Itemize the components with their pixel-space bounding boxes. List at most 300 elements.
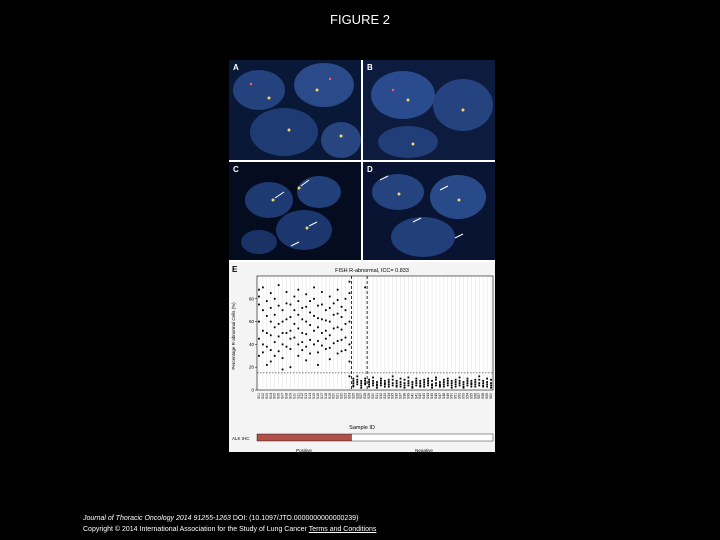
data-point <box>419 380 421 382</box>
x-tick-label: S54 <box>465 393 470 400</box>
panel-label-c: C <box>233 165 239 174</box>
y-axis-label: Percentage R-abnormal Cells (%) <box>231 302 236 370</box>
data-point <box>443 383 445 385</box>
data-point <box>352 382 354 384</box>
data-point <box>415 380 417 382</box>
x-tick-label: S40 <box>410 393 415 400</box>
data-point <box>325 320 327 322</box>
y-tick-label: 60 <box>248 319 254 325</box>
data-point <box>404 385 406 387</box>
data-point <box>404 387 406 389</box>
data-point <box>411 383 413 385</box>
data-point <box>345 323 347 325</box>
data-point <box>360 387 362 389</box>
data-point <box>309 353 311 355</box>
data-point <box>282 369 284 371</box>
data-point <box>297 289 299 291</box>
data-point <box>356 383 358 385</box>
data-point <box>274 341 276 343</box>
data-point <box>341 316 343 318</box>
data-point <box>337 313 339 315</box>
data-point <box>297 344 299 346</box>
data-point <box>423 381 425 383</box>
data-point <box>262 309 264 311</box>
data-point <box>380 382 382 384</box>
data-point <box>419 382 421 384</box>
data-point <box>372 377 374 379</box>
data-point <box>459 377 461 379</box>
panel-e-chart <box>229 262 495 452</box>
data-point <box>258 304 260 306</box>
x-tick-label: S58 <box>481 393 486 400</box>
x-tick-label: S45 <box>430 393 435 400</box>
data-point <box>266 346 268 348</box>
panel-label-e: E <box>232 265 238 274</box>
x-tick-label: S53 <box>461 393 466 400</box>
x-tick-label: S35 <box>390 393 395 400</box>
data-point <box>329 334 331 336</box>
micrograph-a <box>229 60 361 160</box>
data-point <box>435 379 437 381</box>
data-point <box>317 317 319 319</box>
data-point <box>305 346 307 348</box>
data-point <box>313 330 315 332</box>
data-point <box>439 381 441 383</box>
data-point <box>463 387 465 389</box>
data-point <box>447 378 449 380</box>
data-point <box>325 330 327 332</box>
data-point <box>278 323 280 325</box>
data-point <box>317 364 319 366</box>
data-point <box>408 382 410 384</box>
data-point <box>482 380 484 382</box>
data-point <box>388 381 390 383</box>
data-point <box>364 383 366 385</box>
panel-label-b: B <box>367 63 373 72</box>
panel-c <box>229 162 361 260</box>
x-tick-label: S18 <box>323 393 328 400</box>
data-point <box>396 380 398 382</box>
data-point <box>408 380 410 382</box>
data-point <box>447 380 449 382</box>
data-point <box>325 309 327 311</box>
x-tick-label: S36 <box>394 393 399 400</box>
data-point <box>396 382 398 384</box>
x-tick-label: S17 <box>319 393 324 400</box>
data-point <box>352 380 354 382</box>
data-point <box>368 381 370 383</box>
data-point <box>349 361 351 363</box>
data-point <box>372 380 374 382</box>
data-point <box>431 387 433 389</box>
data-point <box>400 378 402 380</box>
x-tick-label: S28 <box>363 393 368 400</box>
data-point <box>467 385 469 387</box>
data-point <box>467 378 469 380</box>
data-point <box>282 321 284 323</box>
data-point <box>384 380 386 382</box>
data-point <box>427 378 429 380</box>
data-point <box>290 330 292 332</box>
data-point <box>274 314 276 316</box>
data-point <box>341 339 343 341</box>
y-tick-label: 40 <box>248 341 254 347</box>
data-point <box>478 385 480 387</box>
chart-title: FISH R-abnormal, ICC= 0.833 <box>335 268 409 274</box>
x-tick-label: S12 <box>300 393 305 400</box>
data-point <box>329 321 331 323</box>
data-point <box>459 380 461 382</box>
x-tick-label: S15 <box>312 393 317 400</box>
data-point <box>455 381 457 383</box>
data-point <box>396 386 398 388</box>
x-tick-label: S01 <box>256 393 261 400</box>
data-point <box>313 344 315 346</box>
data-point <box>333 302 335 304</box>
data-point <box>345 337 347 339</box>
x-tick-label: S39 <box>406 393 411 400</box>
data-point <box>372 382 374 384</box>
data-point <box>349 281 351 283</box>
x-tick-label: S56 <box>473 393 478 400</box>
x-tick-label: S59 <box>485 393 490 400</box>
data-point <box>341 350 343 352</box>
x-tick-label: S29 <box>367 393 372 400</box>
x-tick-label: S19 <box>327 393 332 400</box>
data-point <box>337 299 339 301</box>
data-point <box>345 309 347 311</box>
data-point <box>293 296 295 298</box>
x-tick-label: S14 <box>308 393 313 400</box>
data-point <box>282 332 284 334</box>
x-tick-label: S05 <box>272 393 277 400</box>
x-tick-label: S16 <box>315 393 320 400</box>
data-point <box>297 355 299 357</box>
journal-citation: Journal of Thoracic Oncology 2014 91255-1263 <box>83 515 231 522</box>
data-point <box>270 334 272 336</box>
x-tick-label: S09 <box>288 393 293 400</box>
x-tick-label: S46 <box>433 393 438 400</box>
footer <box>83 513 376 535</box>
data-point <box>337 326 339 328</box>
data-point <box>451 387 453 389</box>
data-point <box>404 382 406 384</box>
data-point <box>290 348 292 350</box>
data-point <box>258 296 260 298</box>
y-tick-label: 20 <box>248 364 254 370</box>
x-tick-label: S11 <box>296 393 301 399</box>
data-point <box>290 304 292 306</box>
data-point <box>270 307 272 309</box>
data-point <box>301 341 303 343</box>
data-point <box>486 383 488 385</box>
data-point <box>270 361 272 363</box>
doi-text: DOI: (10.1097/JTO.0000000000000239) <box>232 515 359 522</box>
data-point <box>490 382 492 384</box>
data-point <box>486 386 488 388</box>
x-tick-label: S03 <box>264 393 269 400</box>
data-point <box>321 291 323 293</box>
data-point <box>392 382 394 384</box>
x-tick-label: S02 <box>260 393 265 400</box>
data-point <box>380 385 382 387</box>
data-point <box>478 375 480 377</box>
data-point <box>392 375 394 377</box>
data-point <box>341 306 343 308</box>
data-point <box>262 330 264 332</box>
data-point <box>345 349 347 351</box>
micrograph-b <box>363 60 495 160</box>
data-point <box>282 357 284 359</box>
x-tick-label: S57 <box>477 393 482 400</box>
data-point <box>380 378 382 380</box>
data-point <box>290 366 292 368</box>
data-point <box>329 347 331 349</box>
data-point <box>467 382 469 384</box>
data-point <box>474 379 476 381</box>
data-point <box>451 380 453 382</box>
data-point <box>459 382 461 384</box>
data-point <box>352 386 354 388</box>
data-point <box>290 338 292 340</box>
x-tick-label: S42 <box>418 393 423 400</box>
x-tick-label: S55 <box>469 393 474 400</box>
data-point <box>360 382 362 384</box>
data-point <box>309 339 311 341</box>
data-point <box>404 379 406 381</box>
data-point <box>388 386 390 388</box>
data-point <box>372 385 374 387</box>
data-point <box>309 300 311 302</box>
data-point <box>329 296 331 298</box>
data-point <box>411 381 413 383</box>
x-tick-label: S08 <box>284 393 289 400</box>
data-point <box>455 386 457 388</box>
data-point <box>349 292 351 294</box>
data-point <box>364 287 366 289</box>
data-point <box>321 318 323 320</box>
data-point <box>423 386 425 388</box>
data-point <box>337 340 339 342</box>
data-point <box>392 379 394 381</box>
data-point <box>470 386 472 388</box>
x-tick-label: S49 <box>445 393 450 400</box>
data-point <box>451 385 453 387</box>
data-point <box>459 385 461 387</box>
data-point <box>333 342 335 344</box>
x-axis-label: Sample ID <box>349 425 375 431</box>
data-point <box>333 328 335 330</box>
data-point <box>400 381 402 383</box>
panel-label-a: A <box>233 63 239 72</box>
data-point <box>301 307 303 309</box>
data-point <box>274 326 276 328</box>
data-point <box>305 333 307 335</box>
data-point <box>486 378 488 380</box>
data-point <box>305 306 307 308</box>
data-point <box>325 348 327 350</box>
data-point <box>282 344 284 346</box>
data-point <box>321 332 323 334</box>
data-point <box>447 385 449 387</box>
data-point <box>258 289 260 291</box>
data-point <box>352 378 354 380</box>
data-point <box>321 345 323 347</box>
x-tick-label: S60 <box>489 393 494 400</box>
data-point <box>470 380 472 382</box>
data-point <box>282 309 284 311</box>
panel-e <box>229 262 495 452</box>
data-point <box>313 315 315 317</box>
data-point <box>293 323 295 325</box>
data-point <box>286 346 288 348</box>
data-point <box>427 380 429 382</box>
x-tick-label: S26 <box>355 393 360 400</box>
data-point <box>384 386 386 388</box>
data-point <box>388 379 390 381</box>
data-point <box>293 337 295 339</box>
data-point <box>435 385 437 387</box>
data-point <box>317 351 319 353</box>
data-point <box>266 332 268 334</box>
micrograph-d <box>363 162 495 260</box>
data-point <box>360 380 362 382</box>
data-point <box>297 314 299 316</box>
data-point <box>290 316 292 318</box>
data-point <box>337 353 339 355</box>
x-tick-label: S31 <box>374 393 379 400</box>
data-point <box>293 309 295 311</box>
alk-positive-bar <box>257 434 351 441</box>
data-point <box>258 338 260 340</box>
x-tick-label: S52 <box>457 393 462 400</box>
data-point <box>258 321 260 323</box>
data-point <box>329 307 331 309</box>
panel-d <box>363 162 495 260</box>
data-point <box>313 287 315 289</box>
data-point <box>408 385 410 387</box>
data-point <box>439 386 441 388</box>
data-point <box>388 383 390 385</box>
data-point <box>278 336 280 338</box>
data-point <box>368 386 370 388</box>
data-point <box>470 383 472 385</box>
data-point <box>467 380 469 382</box>
data-point <box>349 375 351 377</box>
data-point <box>427 382 429 384</box>
data-point <box>478 382 480 384</box>
data-point <box>368 379 370 381</box>
x-tick-label: S27 <box>359 393 364 400</box>
x-tick-label: S20 <box>331 393 336 400</box>
data-point <box>297 328 299 330</box>
data-point <box>427 385 429 387</box>
data-point <box>368 383 370 385</box>
data-point <box>447 382 449 384</box>
data-point <box>274 298 276 300</box>
x-tick-label: S13 <box>304 393 309 400</box>
x-tick-label: S06 <box>276 393 281 400</box>
data-point <box>262 344 264 346</box>
data-point <box>270 292 272 294</box>
data-point <box>333 314 335 316</box>
data-point <box>490 385 492 387</box>
data-point <box>356 381 358 383</box>
data-point <box>278 350 280 352</box>
data-point <box>317 326 319 328</box>
y-tick-label: 0 <box>251 387 254 393</box>
x-tick-label: S23 <box>343 393 348 400</box>
data-point <box>262 351 264 353</box>
data-point <box>297 300 299 302</box>
x-tick-label: S41 <box>414 393 419 400</box>
x-tick-label: S07 <box>280 393 285 400</box>
data-point <box>443 386 445 388</box>
x-tick-label: S47 <box>437 393 442 400</box>
x-tick-label: S50 <box>449 393 454 400</box>
data-point <box>451 382 453 384</box>
data-point <box>301 349 303 351</box>
data-point <box>384 383 386 385</box>
data-point <box>266 364 268 366</box>
data-point <box>286 302 288 304</box>
data-point <box>400 386 402 388</box>
data-point <box>313 298 315 300</box>
data-point <box>305 359 307 361</box>
x-tick-label: S22 <box>339 393 344 400</box>
data-point <box>392 385 394 387</box>
data-point <box>415 378 417 380</box>
x-tick-label: S51 <box>453 393 458 400</box>
data-point <box>376 381 378 383</box>
data-point <box>349 344 351 346</box>
data-point <box>435 382 437 384</box>
data-point <box>345 298 347 300</box>
panel-a <box>229 60 361 160</box>
data-point <box>309 312 311 314</box>
x-tick-label: S44 <box>426 393 431 400</box>
data-point <box>415 385 417 387</box>
data-point <box>419 386 421 388</box>
panel-label-d: D <box>367 165 373 174</box>
data-point <box>423 379 425 381</box>
data-point <box>278 305 280 307</box>
data-point <box>286 291 288 293</box>
x-tick-label: S04 <box>268 393 273 400</box>
copyright-text: Copyright © 2014 International Association for the Study of Lung Cancer <box>83 526 307 533</box>
data-point <box>356 375 358 377</box>
x-tick-label: S48 <box>441 393 446 400</box>
data-point <box>463 383 465 385</box>
terms-link[interactable]: Terms and Conditions <box>308 526 377 533</box>
data-point <box>431 385 433 387</box>
data-point <box>301 318 303 320</box>
data-point <box>329 358 331 360</box>
x-tick-label: S30 <box>371 393 376 400</box>
x-tick-label: S38 <box>402 393 407 400</box>
negative-label: Negative <box>415 448 433 452</box>
data-point <box>321 304 323 306</box>
data-point <box>301 332 303 334</box>
data-point <box>411 387 413 389</box>
data-point <box>443 381 445 383</box>
data-point <box>482 386 484 388</box>
x-tick-label: S24 <box>347 393 352 400</box>
data-point <box>356 379 358 381</box>
x-tick-label: S37 <box>398 393 403 400</box>
data-point <box>278 284 280 286</box>
data-point <box>270 349 272 351</box>
